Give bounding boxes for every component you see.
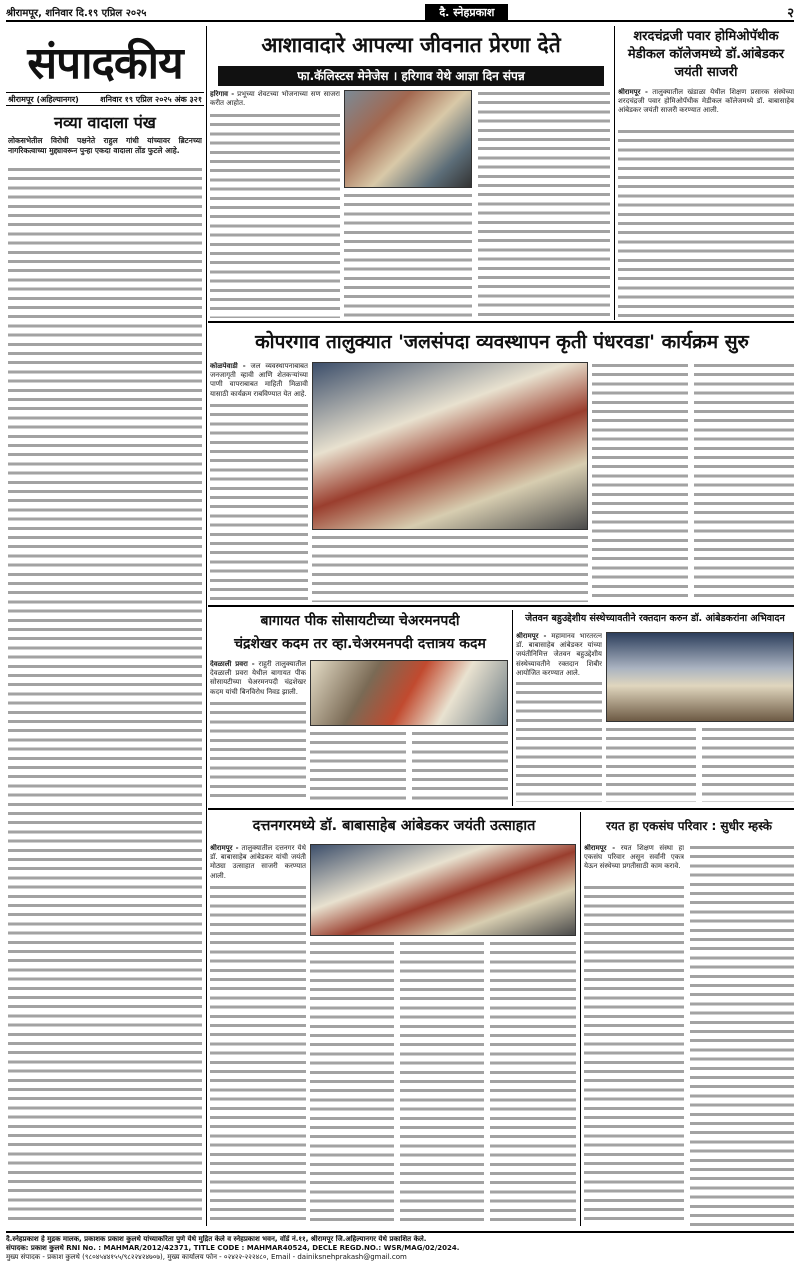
editorial-headline: नव्या वादाला पंख (54, 113, 156, 132)
article4-headline-main: चंद्रशेखर कदम तर व्हा.चेअरमनपदी दत्तात्रय कदम (234, 636, 486, 652)
imprint-line-2: संपादक: प्रकाश कुलथे RNI No. : MAHMAR/2012/42371, TITLE CODE : MAHMAR40524, DECLE REGD.NO.: WSR/MAG/02/2024. (6, 1244, 460, 1252)
article1-lead: हरिगाव - प्रभूच्या शेवटच्या भोजनाच्या सण साजरा करीत आहोत. (210, 90, 340, 108)
article7-headline: रयत हा एकसंघ परिवार : सुधीर म्हस्के (605, 819, 773, 833)
header-date: श्रीरामपूर, शनिवार दि.१९ एप्रिल २०२५ (6, 8, 147, 19)
article3-lead: कोळपेवाडी - जल व्यवस्थापनाबाबत जनजागृती व्हावी आणि शेतकऱ्यांच्या पाणी वापराबाबत माहिती मिळावी यासाठी कार्यक्रम राबविण्यात येत आहे. (210, 362, 308, 398)
article6-photo (310, 844, 576, 936)
article4-body-col3 (412, 730, 508, 802)
article6-body-col3 (400, 940, 484, 1226)
article2-lead: श्रीरामपूर - तालुक्यातील खंडाळा येथील शिक्षण प्रसारक संस्थेच्या शरदचंद्रजी पवार होमिओपॅथीक मेडीकल कॉलेजमध्ये डॉ. बाबासाहेब आंबेडकर जयंती साजरी करण्यात आली. (618, 88, 794, 115)
article6-lead: श्रीरामपूर - तालुक्यातील दत्तनगर येथे डॉ. बाबासाहेब आंबेडकर यांची जयंती मोठ्या उत्साहात साजरी करण्यात आली. (210, 844, 306, 880)
article6-body-col4 (490, 940, 576, 1226)
article6-body-col2 (310, 940, 394, 1226)
page-number: २ (787, 6, 794, 21)
article5-body-col2 (606, 726, 696, 802)
article3-body-below-photo (312, 534, 588, 602)
article5-headline: जेतवन बहुउद्देशीय संस्थेच्यावतीने रक्तदान करुन डॉ. आंबेडकरांना अभिवादन (525, 613, 785, 624)
article2-body (618, 128, 794, 318)
article4-lead: देवळाली प्रवरा - राहुरी तालुक्यातील देवळाली प्रवरा येथील बागायत पीक सोसायटीच्या चेअरमनपदी चंद्रशेखर कदम यांची बिनविरोध निवड झाली. (210, 660, 306, 696)
article6-body-col1 (210, 884, 306, 1226)
article2-headline: शरदचंद्रजी पवार होमिओपॅथीक मेडीकल कॉलेजमध्ये डॉ.आंबेडकर जयंती साजरी (627, 29, 785, 80)
article1-subhead: फा.कॅलिस्टस मेनेजेस । हरिगाव येथे आज्ञा दिन संपन्न (218, 66, 604, 86)
editorial-body-text (8, 166, 202, 1226)
article4-body-col1 (210, 700, 306, 802)
article5-body-col1 (516, 680, 602, 802)
header-paper-name: दै. स्नेहप्रकाश (425, 4, 508, 21)
article6-headline: दत्तनगरमध्ये डॉ. बाबासाहेब आंबेडकर जयंती उत्साहात (252, 818, 536, 834)
imprint-line-1: दै.स्नेहप्रकाश हे मुद्रक मालक, प्रकाशक प्रकाश कुलथे यांच्याकरिता पुणे येथे मुद्रित केले व स्नेहप्रकाश भवन, वॉर्ड नं.११, श्रीरामपूर जि.अहिल्यानगर येथे प्रकाशित केले. (6, 1235, 427, 1243)
editorial-dateline (6, 92, 204, 106)
article1-body-col2 (344, 192, 472, 318)
imprint-line-3: मुख्य संपादक - प्रकाश कुलथे (९८०४५४४१५५/९८२२४२४७०७), मुख्य कार्यालय फोन - ०२४२२-२२२४८०, Email - dainiksnehprakash@gmail.com (6, 1253, 407, 1261)
editorial-lead: लोकसभेतील विरोधी पक्षनेते राहुल गांधी यांच्यावर ब्रिटनच्या नागरिकत्वाच्या मुद्द्यावरून पुन्हा एकदा वादाला तोंड फुटले आहे. (8, 136, 202, 156)
article7-lead: श्रीरामपूर - रयत शिक्षण संस्था हा एकसंघ परिवार असून सर्वांनी एकत्र येऊन संस्थेच्या प्रगतीसाठी काम करावे. (584, 844, 684, 871)
article4-body-col2 (310, 730, 406, 802)
article3-body-col3 (592, 362, 688, 602)
article5-body-col3 (702, 726, 794, 802)
article3-headline: कोपरगाव तालुक्यात 'जलसंपदा व्यवस्थापन कृती पंधरवडा' कार्यक्रम सुरु (255, 331, 749, 353)
article3-body-col4 (694, 362, 794, 602)
editorial-masthead: संपादकीय (27, 38, 183, 89)
article1-body-col1 (210, 112, 340, 318)
article4-headline-top: बागायत पीक सोसायटीच्या चेअरमनपदी (260, 613, 460, 629)
imprint-footer (6, 1231, 794, 1269)
page-header (6, 4, 794, 22)
article1-body-col3 (478, 90, 610, 318)
article4-photo (310, 660, 508, 726)
article3-photo (312, 362, 588, 530)
article5-lead: श्रीरामपूर - महामानव भारतरत्न डॉ. बाबासाहेब आंबेडकर यांच्या जयंतीनिमित्त जेतवन बहुउद्देशीय संस्थेच्यावतीने रक्तदान शिबीर आयोजित करण्यात आले. (516, 632, 602, 677)
article1-photo (344, 90, 472, 188)
article1-headline: आशावादारे आपल्या जीवनात प्रेरणा देते (261, 33, 561, 57)
article7-body-col1 (584, 884, 684, 1226)
article7-body-col2 (690, 844, 794, 1226)
dateline-issue: शनिवार १९ एप्रिल २०२५ अंक ३२१ (100, 95, 202, 104)
dateline-place: श्रीरामपूर (अहिल्यानगर) (8, 95, 79, 104)
article3-body-col1 (210, 402, 308, 602)
article5-photo (606, 632, 794, 722)
